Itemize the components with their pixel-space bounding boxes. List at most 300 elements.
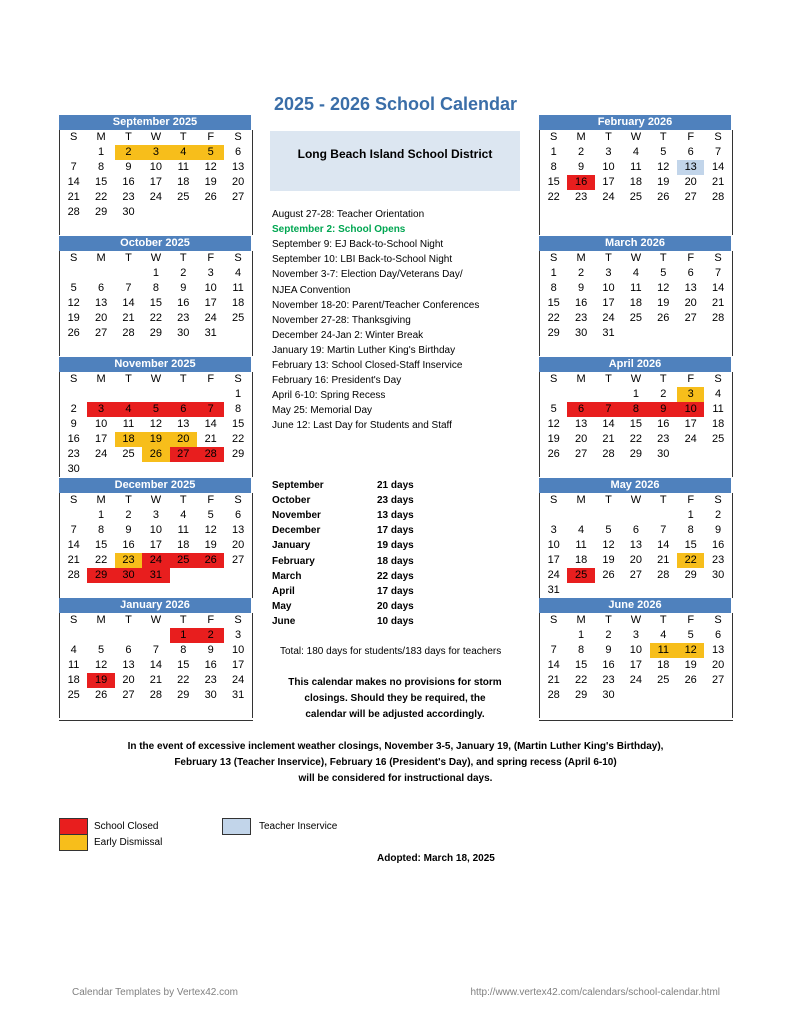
day-cell: 3 <box>87 402 114 417</box>
day-cell: 29 <box>149 327 162 339</box>
day-cell: 2 <box>125 509 132 521</box>
empty-day-cell <box>224 583 251 598</box>
week-row <box>60 523 252 538</box>
weekday-label: T <box>125 373 132 385</box>
day-cell: 7 <box>70 524 77 536</box>
day-cell: 21 <box>204 433 217 445</box>
empty-day-cell <box>224 326 251 341</box>
empty-day-cell <box>60 628 87 643</box>
empty-day-cell <box>595 462 622 477</box>
week-row <box>540 220 732 235</box>
week-row <box>60 175 252 190</box>
day-cell: 30 <box>122 206 135 218</box>
day-cell: 18 <box>67 674 80 686</box>
day-cell: 28 <box>602 448 615 460</box>
day-cell: 3 <box>235 629 242 641</box>
empty-day-cell <box>677 447 704 462</box>
weekday-label: W <box>630 373 642 385</box>
day-cell: 9 <box>605 644 612 656</box>
weekday-label: T <box>605 614 612 626</box>
empty-day-cell <box>170 583 197 598</box>
empty-day-cell <box>170 341 197 356</box>
weekday-label: S <box>550 131 558 143</box>
week-row <box>60 296 252 311</box>
day-count-month: December <box>272 525 321 537</box>
day-cell: 8 <box>235 403 242 415</box>
day-cell: 19 <box>657 297 670 309</box>
empty-day-cell <box>115 266 142 281</box>
day-cell: 10 <box>94 418 108 430</box>
weekday-label: W <box>150 494 162 506</box>
day-cell: 22 <box>677 553 704 568</box>
weekday-label: F <box>207 252 215 264</box>
day-cell: 31 <box>142 568 169 583</box>
week-row <box>60 643 252 658</box>
month-grid <box>539 493 733 598</box>
month-header: December 2025 <box>59 478 251 493</box>
day-cell: 28 <box>711 191 725 203</box>
day-cell: 15 <box>684 539 697 551</box>
empty-day-cell <box>622 583 649 598</box>
weekday-label: S <box>714 494 722 506</box>
day-cell: 19 <box>67 312 80 324</box>
day-cell: 25 <box>67 689 80 701</box>
day-cell: 19 <box>142 432 169 447</box>
event-item: February 13: School Closed-Staff Inservice <box>272 360 463 371</box>
adopted-date: Adopted: March 18, 2025 <box>377 853 495 864</box>
weekday-row <box>60 130 252 145</box>
day-cell: 11 <box>712 403 724 415</box>
empty-day-cell <box>115 341 142 356</box>
month-header: October 2025 <box>59 236 251 251</box>
empty-day-cell <box>595 220 622 235</box>
day-cell: 7 <box>660 524 667 536</box>
event-item: November 3-7: Election Day/Veterans Day/ <box>272 269 463 281</box>
day-cell: 29 <box>94 206 108 218</box>
empty-day-cell <box>622 326 649 341</box>
empty-day-cell <box>704 703 731 718</box>
empty-day-cell <box>60 387 87 402</box>
day-cell: 1 <box>550 267 557 279</box>
day-cell: 14 <box>711 282 725 294</box>
empty-day-cell <box>115 462 142 477</box>
empty-day-cell <box>622 508 649 523</box>
weekday-label: W <box>630 131 642 143</box>
day-cell: 11 <box>122 418 135 430</box>
day-cell: 15 <box>94 176 108 188</box>
day-cell: 30 <box>115 568 142 583</box>
month-calendar <box>59 357 251 477</box>
week-row <box>540 281 732 296</box>
storm-note-line: This calendar makes no provisions for storm <box>288 677 502 688</box>
weekday-label: F <box>687 373 695 385</box>
week-row <box>60 658 252 673</box>
day-cell: 7 <box>715 267 722 279</box>
day-cell: 29 <box>177 689 190 701</box>
empty-day-cell <box>677 703 704 718</box>
day-cell: 10 <box>149 161 162 173</box>
empty-day-cell <box>622 703 649 718</box>
day-cell: 26 <box>657 312 670 324</box>
weekday-label: S <box>550 494 558 506</box>
week-row <box>540 583 732 598</box>
empty-day-cell <box>224 568 251 583</box>
week-row <box>540 311 732 326</box>
day-cell: 29 <box>231 448 245 460</box>
day-cell: 9 <box>70 418 77 430</box>
day-cell: 13 <box>177 418 190 430</box>
day-cell: 28 <box>67 569 80 581</box>
footer-left: Calendar Templates by Vertex42.com <box>72 987 239 998</box>
day-cell: 1 <box>170 628 197 643</box>
district-name: Long Beach Island School District <box>297 147 493 161</box>
day-cell: 1 <box>98 146 105 158</box>
day-cell: 3 <box>632 629 639 641</box>
day-cell: 25 <box>711 433 725 445</box>
day-cell: 12 <box>547 418 560 430</box>
empty-day-cell <box>170 462 197 477</box>
day-cell: 3 <box>605 146 612 158</box>
day-cell: 24 <box>204 312 217 324</box>
empty-day-cell <box>677 220 704 235</box>
day-cell: 6 <box>125 644 132 656</box>
month-header: January 2026 <box>59 598 251 613</box>
day-cell: 5 <box>605 524 612 536</box>
day-cell: 13 <box>629 539 642 551</box>
empty-day-cell <box>567 583 594 598</box>
day-cell: 20 <box>170 432 197 447</box>
empty-day-cell <box>650 220 677 235</box>
day-cell: 7 <box>125 282 132 294</box>
empty-day-cell <box>540 703 567 718</box>
day-cell: 22 <box>231 433 245 445</box>
event-item: August 27-28: Teacher Orientation <box>272 209 425 220</box>
day-cell: 13 <box>122 659 135 671</box>
event-item: December 24-Jan 2: Winter Break <box>272 329 424 341</box>
day-cell: 12 <box>657 282 670 294</box>
day-cell: 23 <box>574 191 588 203</box>
weekday-label: T <box>659 252 667 264</box>
day-cell: 16 <box>567 175 594 190</box>
day-cell: 25 <box>122 448 135 460</box>
day-cell: 18 <box>177 176 190 188</box>
day-cell: 30 <box>204 689 217 701</box>
day-cell: 14 <box>204 418 217 430</box>
legend-closed-swatch <box>59 818 88 835</box>
empty-day-cell <box>197 462 224 477</box>
day-cell: 23 <box>122 191 135 203</box>
day-cell: 30 <box>67 463 80 475</box>
empty-day-cell <box>540 387 567 402</box>
day-cell: 9 <box>715 524 722 536</box>
day-cell: 18 <box>657 659 670 671</box>
weekday-row <box>60 251 252 266</box>
day-cell: 5 <box>197 145 224 160</box>
day-cell: 14 <box>657 539 670 551</box>
empty-day-cell <box>622 462 649 477</box>
day-count-month: May <box>272 600 292 612</box>
week-row <box>540 447 732 462</box>
empty-day-cell <box>677 205 704 220</box>
day-cell: 26 <box>94 689 108 701</box>
day-cell: 20 <box>574 433 588 445</box>
empty-day-cell <box>622 341 649 356</box>
day-cell: 15 <box>547 297 560 309</box>
day-cell: 17 <box>602 297 615 309</box>
day-cell: 21 <box>602 433 615 445</box>
week-row <box>540 402 732 417</box>
day-cell: 15 <box>177 659 190 671</box>
day-cell: 21 <box>657 554 670 566</box>
day-count-value: 17 days <box>377 585 414 597</box>
month-grid <box>539 130 733 235</box>
day-cell: 8 <box>622 402 649 417</box>
empty-day-cell <box>650 508 677 523</box>
weekday-label: W <box>630 614 642 626</box>
month-grid <box>539 251 733 356</box>
weekday-label: W <box>150 131 162 143</box>
week-row <box>60 205 252 220</box>
month-grid <box>539 372 733 477</box>
day-cell: 23 <box>574 312 588 324</box>
empty-day-cell <box>197 341 224 356</box>
weekday-label: T <box>125 252 132 264</box>
event-item: NJEA Convention <box>272 284 351 296</box>
day-cell: 28 <box>149 689 162 701</box>
month-header: May 2026 <box>539 478 731 493</box>
empty-day-cell <box>677 688 704 703</box>
month-calendar <box>59 236 251 356</box>
day-cell: 13 <box>684 282 697 294</box>
week-row <box>540 326 732 341</box>
empty-day-cell <box>650 341 677 356</box>
weekday-label: T <box>605 373 612 385</box>
empty-day-cell <box>197 583 224 598</box>
day-cell: 27 <box>684 191 697 203</box>
day-cell: 26 <box>602 569 615 581</box>
week-row <box>60 462 252 477</box>
weekday-label: S <box>70 614 78 626</box>
empty-day-cell <box>224 703 251 718</box>
weekday-label: W <box>630 494 642 506</box>
day-cell: 7 <box>152 644 159 656</box>
day-cell: 22 <box>177 674 190 686</box>
day-cell: 2 <box>605 629 612 641</box>
weekday-label: T <box>605 494 612 506</box>
day-cell: 29 <box>87 568 114 583</box>
day-cell: 22 <box>547 312 560 324</box>
day-cell: 11 <box>630 161 642 173</box>
day-cell: 20 <box>94 312 108 324</box>
day-cell: 25 <box>657 674 670 686</box>
day-cell: 5 <box>660 267 667 279</box>
day-cell: 6 <box>235 146 242 158</box>
week-row <box>540 673 732 688</box>
day-cell: 1 <box>632 388 639 400</box>
week-row <box>540 160 732 175</box>
weekday-row <box>60 372 252 387</box>
day-cell: 7 <box>595 402 622 417</box>
week-row <box>60 190 252 205</box>
day-cell: 27 <box>711 674 725 686</box>
day-cell: 16 <box>177 297 190 309</box>
day-cell: 24 <box>547 569 560 581</box>
day-cell: 26 <box>657 191 670 203</box>
empty-day-cell <box>170 205 197 220</box>
week-row <box>540 341 732 356</box>
day-cell: 29 <box>684 569 697 581</box>
weekday-row <box>60 493 252 508</box>
weekday-label: T <box>125 494 132 506</box>
day-cell: 16 <box>711 539 725 551</box>
weekday-row <box>540 493 732 508</box>
day-cell: 4 <box>70 644 77 656</box>
week-row <box>60 553 252 568</box>
weekday-label: M <box>576 252 586 264</box>
empty-day-cell <box>60 145 87 160</box>
day-cell: 18 <box>629 297 642 309</box>
day-cell: 15 <box>231 418 245 430</box>
week-row <box>60 341 252 356</box>
day-cell: 1 <box>578 629 585 641</box>
month-grid <box>59 372 253 477</box>
day-cell: 21 <box>67 554 80 566</box>
day-cell: 20 <box>629 554 642 566</box>
week-row <box>60 703 252 718</box>
legend-early-label: Early Dismissal <box>94 837 163 848</box>
day-cell: 10 <box>204 282 217 294</box>
day-cell: 23 <box>711 554 725 566</box>
day-count-value: 23 days <box>377 495 414 507</box>
weekday-label: S <box>70 252 78 264</box>
weekday-label: S <box>714 252 722 264</box>
day-count-value: 17 days <box>377 525 414 537</box>
empty-day-cell <box>540 205 567 220</box>
day-cell: 16 <box>122 539 135 551</box>
empty-day-cell <box>142 220 169 235</box>
day-cell: 9 <box>180 282 187 294</box>
week-row <box>540 643 732 658</box>
day-cell: 3 <box>152 509 159 521</box>
empty-day-cell <box>87 341 114 356</box>
day-cell: 3 <box>550 524 557 536</box>
week-row <box>540 432 732 447</box>
day-cell: 2 <box>70 403 77 415</box>
day-cell: 24 <box>684 433 697 445</box>
day-cell: 2 <box>715 509 722 521</box>
weekday-label: T <box>125 614 132 626</box>
day-cell: 8 <box>152 282 159 294</box>
storm-note-line: closings. Should they be required, the <box>304 693 486 704</box>
day-cell: 30 <box>657 448 670 460</box>
day-cell: 8 <box>578 644 585 656</box>
empty-day-cell <box>650 688 677 703</box>
day-cell: 17 <box>149 539 162 551</box>
day-cell: 1 <box>687 509 694 521</box>
day-cell: 12 <box>657 161 670 173</box>
day-cell: 5 <box>660 146 667 158</box>
week-row <box>60 568 252 583</box>
empty-day-cell <box>650 462 677 477</box>
day-cell: 9 <box>578 161 585 173</box>
day-cell: 22 <box>574 674 588 686</box>
day-cell: 16 <box>204 659 217 671</box>
weekday-label: S <box>550 252 558 264</box>
weekday-label: S <box>234 252 242 264</box>
day-cell: 23 <box>115 553 142 568</box>
month-grid <box>59 251 253 356</box>
month-grid <box>59 493 253 598</box>
day-cell: 18 <box>231 297 245 309</box>
day-cell: 21 <box>122 312 135 324</box>
day-cell: 18 <box>574 554 588 566</box>
day-cell: 25 <box>567 568 594 583</box>
weekday-label: S <box>70 494 78 506</box>
weekday-label: M <box>576 373 586 385</box>
day-cell: 20 <box>711 659 725 671</box>
day-cell: 25 <box>629 312 642 324</box>
month-calendar <box>539 115 731 235</box>
month-calendar <box>59 115 251 235</box>
day-cell: 17 <box>629 659 642 671</box>
day-cell: 2 <box>660 388 667 400</box>
weekday-label: S <box>714 131 722 143</box>
empty-day-cell <box>142 462 169 477</box>
day-count-month: June <box>272 615 296 627</box>
empty-day-cell <box>540 628 567 643</box>
day-count-value: 19 days <box>377 540 414 552</box>
day-cell: 4 <box>578 524 585 536</box>
day-cell: 24 <box>94 448 108 460</box>
day-cell: 16 <box>574 297 588 309</box>
event-item: November 18-20: Parent/Teacher Conferences <box>272 299 480 311</box>
empty-day-cell <box>595 508 622 523</box>
day-cell: 21 <box>149 674 162 686</box>
day-cell: 12 <box>67 297 80 309</box>
week-row <box>60 281 252 296</box>
day-cell: 5 <box>70 282 77 294</box>
weekday-label: T <box>179 373 187 385</box>
day-cell: 5 <box>550 403 557 415</box>
day-cell: 21 <box>547 674 560 686</box>
day-cell: 26 <box>197 553 224 568</box>
day-cell: 23 <box>602 674 615 686</box>
day-cell: 19 <box>204 176 217 188</box>
day-cell: 29 <box>574 689 588 701</box>
day-cell: 6 <box>632 524 639 536</box>
day-cell: 10 <box>149 524 162 536</box>
empty-day-cell <box>87 266 114 281</box>
day-cell: 2 <box>115 145 142 160</box>
weekday-label: T <box>605 131 612 143</box>
empty-day-cell <box>224 220 251 235</box>
weekday-row <box>540 613 732 628</box>
week-row <box>540 703 732 718</box>
day-count-value: 18 days <box>377 555 414 567</box>
day-cell: 28 <box>711 312 725 324</box>
day-cell: 31 <box>547 584 560 596</box>
day-cell: 27 <box>231 191 245 203</box>
week-row <box>60 311 252 326</box>
day-cell: 31 <box>231 689 245 701</box>
day-cell: 12 <box>204 524 217 536</box>
day-cell: 18 <box>629 176 642 188</box>
weather-note-line: In the event of excessive inclement weather closings, November 3-5, January 19, (Martin Luther King's Birthday), <box>127 741 664 752</box>
weekday-label: M <box>576 614 586 626</box>
day-cell: 23 <box>67 448 80 460</box>
day-cell: 6 <box>715 629 722 641</box>
day-cell: 8 <box>550 161 557 173</box>
